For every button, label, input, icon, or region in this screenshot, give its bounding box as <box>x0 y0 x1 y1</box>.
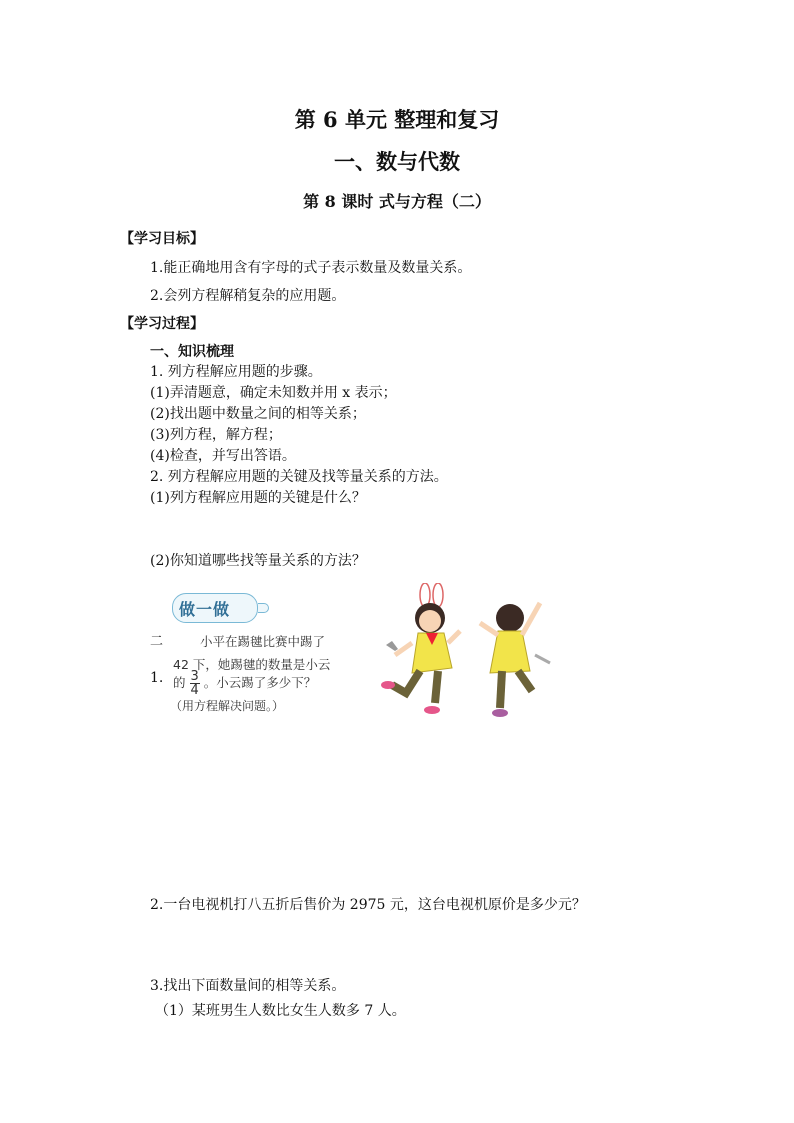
lesson-title: 第 8 课时 式与方程（二） <box>303 192 491 211</box>
process-line-3: (2)找出题中数量之间的相等关系； <box>150 406 366 422</box>
process-line-5: (4)检查，并写出答语。 <box>150 448 296 464</box>
problem-line-2: 42 下，她踢毽的数量是小云 <box>173 657 331 672</box>
problem-line-3: 的 $\frac{3}{4}$ 。小云踢了多少下？ <box>173 669 317 698</box>
goals-heading: 【学习目标】 <box>120 231 204 247</box>
girl-right-figure <box>480 603 550 717</box>
process-line-1: 1. 列方程解应用题的步骤。 <box>150 364 322 380</box>
girl-left-figure <box>381 583 460 714</box>
problem-line-4: （用方程解决问题。） <box>170 699 285 713</box>
exercise-badge <box>172 593 258 623</box>
exercise-marker-number: 1. <box>150 670 164 686</box>
question-3-item-1: （1）某班男生人数比女生人数多 7 人。 <box>155 1003 406 1019</box>
process-line-7: (1)列方程解应用题的关键是什么？ <box>150 490 366 506</box>
exercise-badge-label: 做一做 <box>179 600 231 619</box>
goal-item-1: 1.能正确地用含有字母的式子表示数量及数量关系。 <box>150 260 472 276</box>
process-line-2: (1)弄清题意，确定未知数并用 x 表示； <box>150 385 397 401</box>
process-subheading: 一、知识梳理 <box>150 344 234 360</box>
problem-line-1: 小平在踢毽比赛中踢了 <box>200 634 326 649</box>
process-heading: 【学习过程】 <box>120 316 204 332</box>
exercise-marker-dash: 二 <box>150 634 164 649</box>
fraction-three-quarters: $\frac{3}{4}$ <box>190 669 199 698</box>
process-line-4: (3)列方程，解方程； <box>150 427 282 443</box>
girls-playing-shuttlecock-illustration <box>340 583 565 723</box>
goal-item-2: 2.会列方程解稍复杂的应用题。 <box>150 288 346 304</box>
unit-title: 第 6 单元 整理和复习 <box>294 107 500 132</box>
section-title: 一、数与代数 <box>334 149 460 174</box>
process-line-6: 2. 列方程解应用题的关键及找等量关系的方法。 <box>150 469 448 485</box>
question-3-title: 3.找出下面数量间的相等关系。 <box>150 978 346 994</box>
question-2: 2.一台电视机打八五折后售价为 2975 元，这台电视机原价是多少元？ <box>150 897 586 913</box>
process-question-2: (2)你知道哪些找等量关系的方法？ <box>150 553 366 569</box>
